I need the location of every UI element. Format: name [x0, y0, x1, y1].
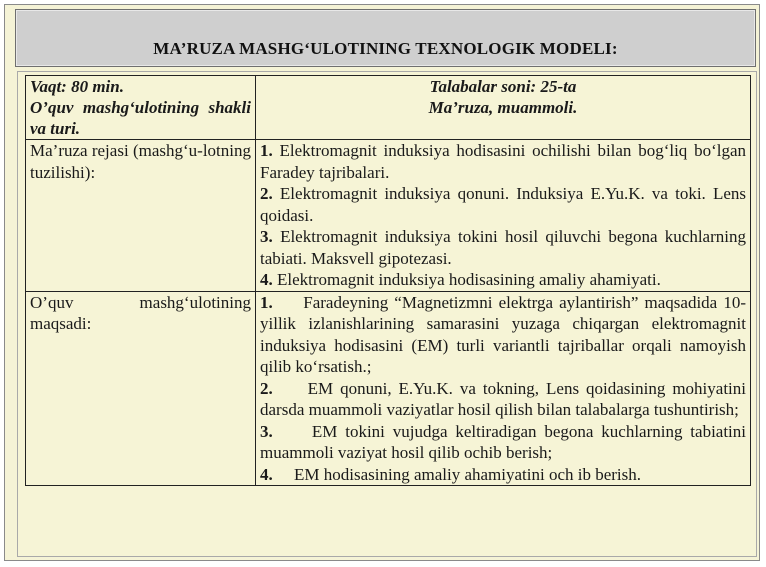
students-cell — [256, 76, 751, 140]
time-label: Vaqt: 80 min. — [30, 77, 124, 96]
list-item: 2. EM qonuni, E.Yu.K. va tokning, Lens qoidasining mohiyatini darsda muammoli vaziyatlar hosil qilish bilan talabalarga tushuntirish; — [260, 378, 746, 419]
form-value: Ma’ruza, muammoli. — [428, 98, 578, 117]
list-item: 3. Elektromagnit induksiya tokini hosil qiluvchi begona kuchlarning tabiati. Maksvell gipotezasi. — [260, 227, 746, 268]
list-item: 4. Elektromagnit induksiya hodisasining amaliy ahamiyati. — [260, 270, 661, 289]
table-row — [26, 291, 751, 486]
list-item: 2. Elektromagnit induksiya qonuni. Induksiya E.Yu.K. va toki. Lens qoidasi. — [260, 184, 747, 225]
list-item: 1. Elektromagnit induksiya hodisasini ochilishi bilan bog‘liq bo‘lgan Faradey tajribalari. — [260, 141, 746, 182]
list-item: 4. EM hodisasining amaliy ahamiyatini och ib berish. — [260, 464, 642, 484]
table-row — [26, 140, 751, 292]
slide-title: MA’RUZA MASHG‘ULOTINING TEXNOLOGIK MODELI: — [153, 39, 618, 58]
lesson-model-table — [25, 75, 751, 486]
document-page — [17, 71, 757, 557]
students-label: Talabalar soni: 25-ta — [429, 77, 577, 96]
table-row — [26, 76, 751, 140]
plan-label-cell — [26, 140, 256, 292]
title-banner — [15, 9, 756, 67]
list-item: 1. Faradeyning “Magnetizmni elektrga aylantirish” maqsadida 10-yillik izlanishlarining samarasini yuzaga chiqargan elektromagnit induksiya hodisasini (EM) turli variantli tajriballar orqali namoyish qilib ko‘rsatish.; — [260, 292, 746, 376]
goal-label: O’quv mashg‘ulotining maqsadi: — [30, 292, 251, 333]
plan-items-cell — [256, 140, 751, 292]
form-label: O’quv mashg‘ulotining shakli va turi. — [30, 98, 251, 138]
time-cell — [26, 76, 256, 140]
list-item: 3. EM tokini vujudga keltiradigan begona kuchlarning tabiatini muammoli vaziyat hosil qilib ochib berish; — [260, 421, 747, 462]
goal-label-cell — [26, 291, 256, 486]
plan-label: Ma’ruza rejasi (mashg‘u-lotning tuzilishi): — [30, 141, 251, 182]
goal-items-cell — [256, 291, 751, 486]
slide-frame — [4, 4, 760, 561]
